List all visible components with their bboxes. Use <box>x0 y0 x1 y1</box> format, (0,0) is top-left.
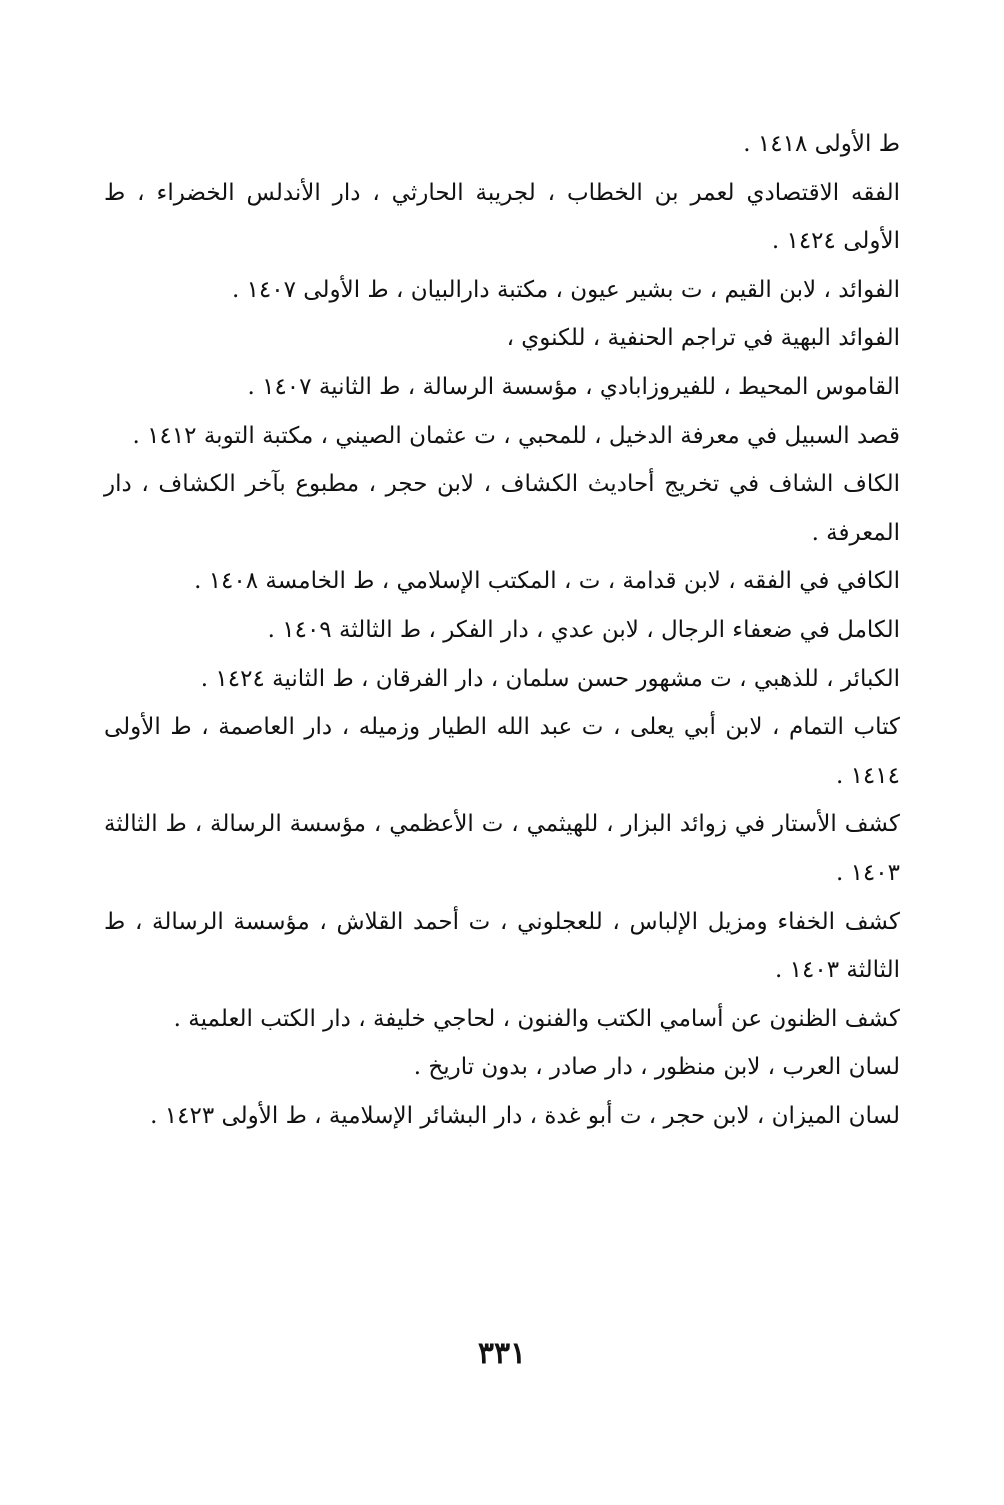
bibliography-entry: الكافي في الفقه ، لابن قدامة ، ت ، المكتب الإسلامي ، ط الخامسة ١٤٠٨ . <box>194 568 900 595</box>
bibliography-entry: الكاف الشاف في تخريج أحاديث الكشاف ، لابن حجر ، مطبوع بآخر الكشاف ، دار المعرفة . <box>104 471 900 546</box>
bibliography-entry: لسان العرب ، لابن منظور ، دار صادر ، بدون تاريخ . <box>413 1054 900 1081</box>
bibliography-entry: الفقه الاقتصادي لعمر بن الخطاب ، لجريبة الحارثي ، دار الأندلس الخضراء ، ط الأولى ١٤٢٤ . <box>104 179 900 255</box>
bibliography-entry: قصد السبيل في معرفة الدخيل ، للمحبي ، ت عثمان الصيني ، مكتبة التوبة ١٤١٢ . <box>132 422 900 449</box>
bibliography-entry: كشف الخفاء ومزيل الإلباس ، للعجلوني ، ت أحمد القلاش ، مؤسسة الرسالة ، ط الثالثة ١٤٠٣ . <box>104 908 900 984</box>
page-number: ٣٣١ <box>477 1336 527 1371</box>
bibliography-entry: ط الأولى ١٤١٨ . <box>743 131 900 157</box>
bibliography-entry: كشف الظنون عن أسامي الكتب والفنون ، لحاجي خليفة ، دار الكتب العلمية . <box>173 1005 900 1032</box>
bibliography-entry: كتاب التمام ، لابن أبي يعلى ، ت عبد الله الطيار وزميله ، دار العاصمة ، ط الأولى ١٤١٤ . <box>104 714 900 789</box>
bibliography-entry: الفوائد ، لابن القيم ، ت بشير عيون ، مكتبة دارالبيان ، ط الأولى ١٤٠٧ . <box>231 276 900 303</box>
bibliography-entry: القاموس المحيط ، للفيروزابادي ، مؤسسة الرسالة ، ط الثانية ١٤٠٧ . <box>247 373 900 400</box>
bibliography-entry: الكبائر ، للذهبي ، ت مشهور حسن سلمان ، دار الفرقان ، ط الثانية ١٤٢٤ . <box>200 665 900 692</box>
bibliography-entry: الفوائد البهية في تراجم الحنفية ، للكنوي ، <box>506 325 900 352</box>
bibliography-entry: لسان الميزان ، لابن حجر ، ت أبو غدة ، دار البشائر الإسلامية ، ط الأولى ١٤٢٣ . <box>150 1102 900 1129</box>
bibliography-entry: الكامل في ضعفاء الرجال ، لابن عدي ، دار الفكر ، ط الثالثة ١٤٠٩ . <box>267 616 900 643</box>
bibliography-list <box>104 120 900 1140</box>
bibliography-entry: كشف الأستار في زوائد البزار ، للهيثمي ، ت الأعظمي ، مؤسسة الرسالة ، ط الثالثة ١٤٠٣ . <box>104 811 900 886</box>
